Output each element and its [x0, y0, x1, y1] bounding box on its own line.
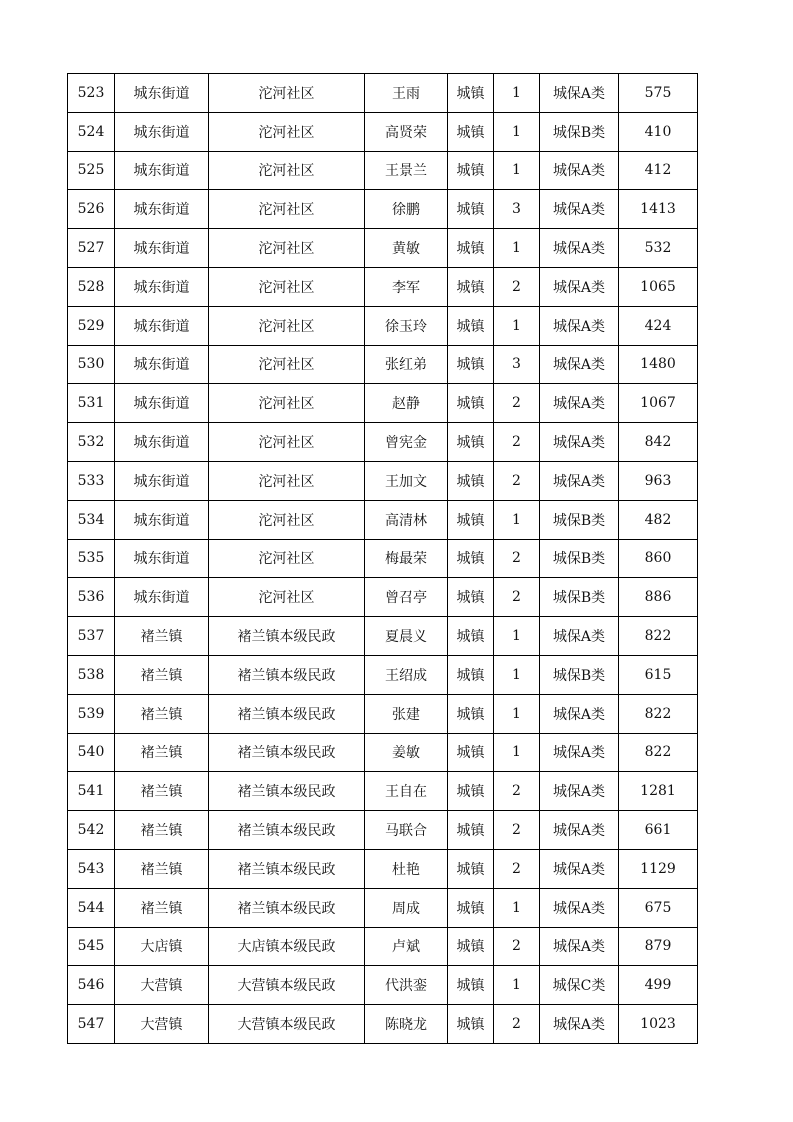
table-row [68, 190, 698, 229]
assistance-category-cell: 城保B类 [540, 112, 619, 151]
member-count-cell: 2 [494, 267, 540, 306]
community-cell: 沱河社区 [209, 461, 365, 500]
household-type-cell: 城镇 [448, 733, 494, 772]
member-count-cell: 1 [494, 151, 540, 190]
assistance-category-cell: 城保A类 [540, 306, 619, 345]
person-name-cell: 王雨 [365, 74, 448, 113]
household-type-cell: 城镇 [448, 539, 494, 578]
assistance-category-cell: 城保A类 [540, 733, 619, 772]
assistance-category-cell: 城保B类 [540, 578, 619, 617]
amount-cell: 822 [619, 694, 698, 733]
person-name-cell: 夏晨义 [365, 617, 448, 656]
row-number-cell: 531 [68, 384, 115, 423]
household-type-cell: 城镇 [448, 74, 494, 113]
community-cell: 沱河社区 [209, 500, 365, 539]
assistance-category-cell: 城保A类 [540, 461, 619, 500]
assistance-category-cell: 城保B类 [540, 539, 619, 578]
amount-cell: 1413 [619, 190, 698, 229]
table-row [68, 423, 698, 462]
amount-cell: 1023 [619, 1005, 698, 1044]
person-name-cell: 周成 [365, 888, 448, 927]
member-count-cell: 1 [494, 112, 540, 151]
household-type-cell: 城镇 [448, 229, 494, 268]
row-number-cell: 532 [68, 423, 115, 462]
street-cell: 城东街道 [115, 345, 209, 384]
community-cell: 大营镇本级民政 [209, 1005, 365, 1044]
row-number-cell: 538 [68, 655, 115, 694]
household-type-cell: 城镇 [448, 306, 494, 345]
row-number-cell: 535 [68, 539, 115, 578]
street-cell: 大店镇 [115, 927, 209, 966]
street-cell: 褚兰镇 [115, 888, 209, 927]
person-name-cell: 高清林 [365, 500, 448, 539]
person-name-cell: 姜敏 [365, 733, 448, 772]
street-cell: 褚兰镇 [115, 811, 209, 850]
table-row [68, 888, 698, 927]
street-cell: 城东街道 [115, 190, 209, 229]
household-type-cell: 城镇 [448, 927, 494, 966]
assistance-category-cell: 城保C类 [540, 966, 619, 1005]
assistance-category-cell: 城保A类 [540, 888, 619, 927]
member-count-cell: 1 [494, 306, 540, 345]
member-count-cell: 3 [494, 190, 540, 229]
street-cell: 城东街道 [115, 306, 209, 345]
person-name-cell: 曾召亭 [365, 578, 448, 617]
household-type-cell: 城镇 [448, 112, 494, 151]
person-name-cell: 赵静 [365, 384, 448, 423]
row-number-cell: 543 [68, 849, 115, 888]
table-row [68, 539, 698, 578]
person-name-cell: 李军 [365, 267, 448, 306]
person-name-cell: 代洪銮 [365, 966, 448, 1005]
amount-cell: 675 [619, 888, 698, 927]
row-number-cell: 541 [68, 772, 115, 811]
amount-cell: 410 [619, 112, 698, 151]
street-cell: 城东街道 [115, 384, 209, 423]
amount-cell: 1480 [619, 345, 698, 384]
amount-cell: 1067 [619, 384, 698, 423]
assistance-category-cell: 城保A类 [540, 384, 619, 423]
assistance-category-cell: 城保A类 [540, 617, 619, 656]
member-count-cell: 2 [494, 927, 540, 966]
row-number-cell: 526 [68, 190, 115, 229]
household-type-cell: 城镇 [448, 345, 494, 384]
member-count-cell: 1 [494, 966, 540, 1005]
person-name-cell: 陈晓龙 [365, 1005, 448, 1044]
community-cell: 沱河社区 [209, 306, 365, 345]
table-row [68, 617, 698, 656]
member-count-cell: 2 [494, 539, 540, 578]
assistance-category-cell: 城保A类 [540, 229, 619, 268]
assistance-category-cell: 城保A类 [540, 74, 619, 113]
table-row [68, 966, 698, 1005]
amount-cell: 1065 [619, 267, 698, 306]
community-cell: 沱河社区 [209, 190, 365, 229]
street-cell: 城东街道 [115, 578, 209, 617]
community-cell: 褚兰镇本级民政 [209, 888, 365, 927]
row-number-cell: 534 [68, 500, 115, 539]
member-count-cell: 2 [494, 811, 540, 850]
household-type-cell: 城镇 [448, 694, 494, 733]
street-cell: 城东街道 [115, 229, 209, 268]
amount-cell: 661 [619, 811, 698, 850]
person-name-cell: 卢斌 [365, 927, 448, 966]
street-cell: 褚兰镇 [115, 655, 209, 694]
household-type-cell: 城镇 [448, 190, 494, 229]
table-row [68, 1005, 698, 1044]
household-type-cell: 城镇 [448, 811, 494, 850]
street-cell: 大营镇 [115, 966, 209, 1005]
assistance-category-cell: 城保B类 [540, 500, 619, 539]
community-cell: 沱河社区 [209, 539, 365, 578]
street-cell: 褚兰镇 [115, 694, 209, 733]
person-name-cell: 曾宪金 [365, 423, 448, 462]
assistance-category-cell: 城保A类 [540, 151, 619, 190]
table-row [68, 733, 698, 772]
row-number-cell: 540 [68, 733, 115, 772]
row-number-cell: 539 [68, 694, 115, 733]
household-type-cell: 城镇 [448, 772, 494, 811]
member-count-cell: 2 [494, 772, 540, 811]
member-count-cell: 2 [494, 1005, 540, 1044]
household-type-cell: 城镇 [448, 500, 494, 539]
row-number-cell: 542 [68, 811, 115, 850]
row-number-cell: 525 [68, 151, 115, 190]
row-number-cell: 537 [68, 617, 115, 656]
row-number-cell: 544 [68, 888, 115, 927]
table-row [68, 112, 698, 151]
street-cell: 褚兰镇 [115, 733, 209, 772]
assistance-category-cell: 城保A类 [540, 1005, 619, 1044]
household-type-cell: 城镇 [448, 1005, 494, 1044]
community-cell: 褚兰镇本级民政 [209, 655, 365, 694]
row-number-cell: 523 [68, 74, 115, 113]
table-row [68, 811, 698, 850]
street-cell: 褚兰镇 [115, 617, 209, 656]
amount-cell: 822 [619, 733, 698, 772]
member-count-cell: 1 [494, 733, 540, 772]
amount-cell: 842 [619, 423, 698, 462]
street-cell: 城东街道 [115, 461, 209, 500]
row-number-cell: 530 [68, 345, 115, 384]
community-cell: 沱河社区 [209, 112, 365, 151]
community-cell: 沱河社区 [209, 578, 365, 617]
community-cell: 褚兰镇本级民政 [209, 617, 365, 656]
community-cell: 大店镇本级民政 [209, 927, 365, 966]
street-cell: 城东街道 [115, 539, 209, 578]
assistance-category-cell: 城保B类 [540, 655, 619, 694]
row-number-cell: 546 [68, 966, 115, 1005]
household-type-cell: 城镇 [448, 888, 494, 927]
assistance-category-cell: 城保A类 [540, 811, 619, 850]
assistance-category-cell: 城保A类 [540, 927, 619, 966]
assistance-category-cell: 城保A类 [540, 190, 619, 229]
amount-cell: 615 [619, 655, 698, 694]
member-count-cell: 2 [494, 849, 540, 888]
community-cell: 沱河社区 [209, 151, 365, 190]
table-row [68, 151, 698, 190]
street-cell: 城东街道 [115, 74, 209, 113]
row-number-cell: 527 [68, 229, 115, 268]
community-cell: 大营镇本级民政 [209, 966, 365, 1005]
household-type-cell: 城镇 [448, 461, 494, 500]
row-number-cell: 547 [68, 1005, 115, 1044]
street-cell: 城东街道 [115, 500, 209, 539]
household-type-cell: 城镇 [448, 423, 494, 462]
community-cell: 褚兰镇本级民政 [209, 849, 365, 888]
table-row [68, 345, 698, 384]
assistance-category-cell: 城保A类 [540, 345, 619, 384]
table-row [68, 384, 698, 423]
amount-cell: 1281 [619, 772, 698, 811]
person-name-cell: 高贤荣 [365, 112, 448, 151]
household-type-cell: 城镇 [448, 655, 494, 694]
member-count-cell: 2 [494, 423, 540, 462]
member-count-cell: 1 [494, 229, 540, 268]
row-number-cell: 524 [68, 112, 115, 151]
amount-cell: 886 [619, 578, 698, 617]
household-type-cell: 城镇 [448, 849, 494, 888]
row-number-cell: 545 [68, 927, 115, 966]
amount-cell: 860 [619, 539, 698, 578]
person-name-cell: 王景兰 [365, 151, 448, 190]
table-row [68, 306, 698, 345]
assistance-category-cell: 城保A类 [540, 267, 619, 306]
community-cell: 沱河社区 [209, 423, 365, 462]
community-cell: 沱河社区 [209, 229, 365, 268]
member-count-cell: 1 [494, 655, 540, 694]
assistance-category-cell: 城保A类 [540, 772, 619, 811]
street-cell: 褚兰镇 [115, 849, 209, 888]
amount-cell: 822 [619, 617, 698, 656]
table-row [68, 74, 698, 113]
household-type-cell: 城镇 [448, 384, 494, 423]
row-number-cell: 529 [68, 306, 115, 345]
person-name-cell: 王加文 [365, 461, 448, 500]
community-cell: 褚兰镇本级民政 [209, 772, 365, 811]
street-cell: 城东街道 [115, 423, 209, 462]
person-name-cell: 王绍成 [365, 655, 448, 694]
community-cell: 褚兰镇本级民政 [209, 733, 365, 772]
person-name-cell: 张建 [365, 694, 448, 733]
person-name-cell: 杜艳 [365, 849, 448, 888]
person-name-cell: 张红弟 [365, 345, 448, 384]
member-count-cell: 1 [494, 888, 540, 927]
amount-cell: 879 [619, 927, 698, 966]
person-name-cell: 马联合 [365, 811, 448, 850]
community-cell: 沱河社区 [209, 384, 365, 423]
household-type-cell: 城镇 [448, 151, 494, 190]
person-name-cell: 徐玉玲 [365, 306, 448, 345]
community-cell: 沱河社区 [209, 74, 365, 113]
member-count-cell: 2 [494, 578, 540, 617]
community-cell: 沱河社区 [209, 345, 365, 384]
household-type-cell: 城镇 [448, 578, 494, 617]
beneficiary-table [67, 73, 698, 1044]
table-row [68, 229, 698, 268]
table-row [68, 500, 698, 539]
member-count-cell: 2 [494, 461, 540, 500]
amount-cell: 963 [619, 461, 698, 500]
street-cell: 城东街道 [115, 151, 209, 190]
table-row [68, 772, 698, 811]
community-cell: 沱河社区 [209, 267, 365, 306]
table-row [68, 927, 698, 966]
household-type-cell: 城镇 [448, 617, 494, 656]
member-count-cell: 2 [494, 384, 540, 423]
person-name-cell: 黄敏 [365, 229, 448, 268]
community-cell: 褚兰镇本级民政 [209, 694, 365, 733]
household-type-cell: 城镇 [448, 966, 494, 1005]
amount-cell: 412 [619, 151, 698, 190]
table-row [68, 655, 698, 694]
member-count-cell: 1 [494, 694, 540, 733]
table-row [68, 461, 698, 500]
street-cell: 城东街道 [115, 267, 209, 306]
person-name-cell: 王自在 [365, 772, 448, 811]
table-row [68, 849, 698, 888]
member-count-cell: 1 [494, 74, 540, 113]
person-name-cell: 梅最荣 [365, 539, 448, 578]
assistance-category-cell: 城保A类 [540, 694, 619, 733]
member-count-cell: 1 [494, 617, 540, 656]
member-count-cell: 3 [494, 345, 540, 384]
row-number-cell: 536 [68, 578, 115, 617]
row-number-cell: 533 [68, 461, 115, 500]
table-row [68, 578, 698, 617]
table-row [68, 694, 698, 733]
member-count-cell: 1 [494, 500, 540, 539]
amount-cell: 424 [619, 306, 698, 345]
amount-cell: 1129 [619, 849, 698, 888]
amount-cell: 499 [619, 966, 698, 1005]
community-cell: 褚兰镇本级民政 [209, 811, 365, 850]
amount-cell: 482 [619, 500, 698, 539]
assistance-category-cell: 城保A类 [540, 423, 619, 462]
street-cell: 褚兰镇 [115, 772, 209, 811]
street-cell: 大营镇 [115, 1005, 209, 1044]
assistance-category-cell: 城保A类 [540, 849, 619, 888]
amount-cell: 532 [619, 229, 698, 268]
table-row [68, 267, 698, 306]
person-name-cell: 徐鹏 [365, 190, 448, 229]
table-body [68, 74, 698, 1044]
street-cell: 城东街道 [115, 112, 209, 151]
amount-cell: 575 [619, 74, 698, 113]
row-number-cell: 528 [68, 267, 115, 306]
household-type-cell: 城镇 [448, 267, 494, 306]
